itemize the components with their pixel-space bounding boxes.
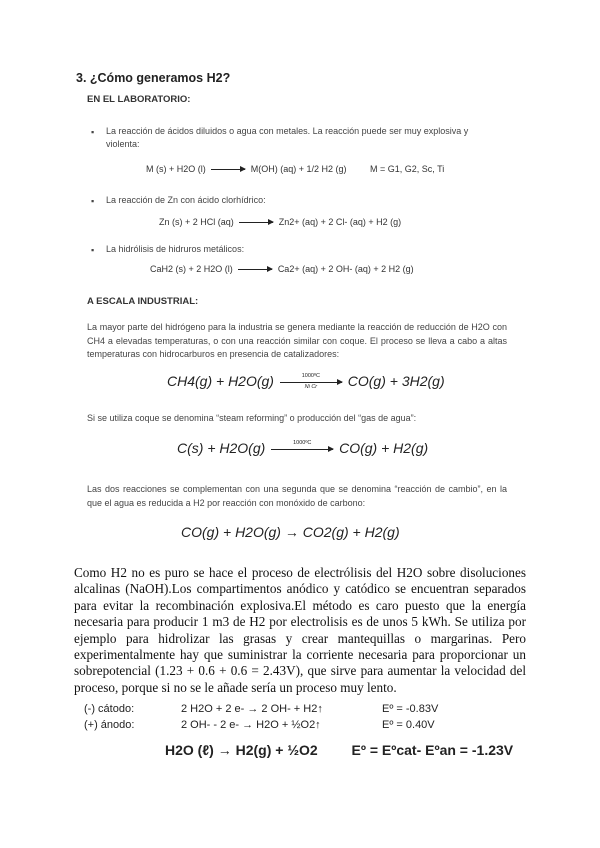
- anode-potential: Eº = 0.40V: [382, 719, 435, 731]
- equation-left: Zn (s) + 2 HCl (aq): [159, 217, 234, 227]
- bullet-icon: ▪: [91, 196, 95, 206]
- equation-right: CO(g) + H2(g): [339, 440, 429, 456]
- lab-item-text: La hidrólisis de hidruros metálicos:: [106, 244, 245, 254]
- shift-equation: CO(g) + H2O(g) → CO2(g) + H2(g): [181, 524, 400, 540]
- cathode-equation: 2 H2O + 2 e- → 2 OH- + H2↑: [181, 703, 323, 715]
- condition-temperature: 1000ºC: [293, 439, 312, 446]
- metal-note: M = G1, G2, Sc, Ti: [370, 164, 445, 174]
- reaction-arrow-icon: [211, 169, 245, 170]
- reaction-arrow-icon: [271, 449, 333, 450]
- condition-arrow: [280, 372, 342, 390]
- reaction-arrow-icon: [238, 269, 272, 270]
- equation-left: CH4(g) + H2O(g): [167, 373, 274, 389]
- section-heading: 3. ¿Cómo generamos H2?: [76, 71, 231, 85]
- equation-right: CO(g) + 3H2(g): [347, 373, 445, 389]
- reaction-arrow-icon: [239, 222, 273, 223]
- equation-right: Ca2+ (aq) + 2 OH- (aq) + 2 H2 (g): [277, 264, 414, 274]
- condition-temperature: 1000ºC: [301, 372, 320, 379]
- condition-catalyst: Ni Cr: [304, 383, 318, 390]
- overall-equation: [165, 742, 513, 758]
- lab-section-title: EN EL LABORATORIO:: [87, 94, 191, 105]
- lab-equation: [146, 164, 347, 174]
- lab-equation: [150, 264, 414, 274]
- condition-arrow: [271, 439, 333, 450]
- methane-equation: [167, 373, 445, 389]
- cathode-potential: Eº = -0.83V: [382, 703, 439, 715]
- equation-right: M(OH) (aq) + 1/2 H2 (g): [250, 164, 347, 174]
- equation-right: Zn2+ (aq) + 2 Cl- (aq) + H2 (g): [278, 217, 402, 227]
- coke-equation: [177, 440, 428, 456]
- lab-equation: [159, 217, 401, 227]
- industrial-paragraph: Si se utiliza coque se denomina “steam reforming” o producción del “gas de agua”:: [87, 413, 417, 423]
- anode-equation: 2 OH- - 2 e- → H2O + ½O2↑: [181, 719, 321, 731]
- anode-label: (+) ánodo:: [84, 719, 135, 731]
- overall-potential: Eº = Eºcat- Eºan = -1.23V: [351, 742, 514, 758]
- bullet-icon: ▪: [91, 127, 95, 137]
- lab-item-text: La reacción de Zn con ácido clorhídrico:: [106, 195, 266, 205]
- overall-reaction: H2O (ℓ) → H2(g) + ½O2: [165, 742, 318, 758]
- industrial-paragraph: Las dos reacciones se complementan con una segunda que se denomina “reacción de cambio”, en la que el agua es reducida a H2 por reacción con monóxido de carbono:: [87, 484, 507, 508]
- bullet-icon: ▪: [91, 245, 95, 255]
- lab-item-text: La reacción de ácidos diluidos o agua con metales. La reacción puede ser muy explosiva y violenta:: [106, 126, 469, 149]
- electrolysis-paragraph: Como H2 no es puro se hace el proceso de electrólisis del H2O sobre disoluciones alcalinas (NaOH).Los compartimentos anódico y catódico se encuentran separados para evitar la recombinación explosiva.El método es caro puesto que la energía necesaria para producir 1 m3 de H2 por electrolisis es de unos 5 kWh. Se utiliza por ejemplo para hidrolizar las grasas y crear mantequillas o margarinas. Pero experimentalmente hay que suministrar la corriente necesaria para proporcionar un sobrepotencial (1.23 + 0.6 + 0.6 = 2.43V), que sirve para aumentar la velocidad del proceso, porque si no se le añade sería un proceso muy lento.: [74, 565, 526, 695]
- industrial-section-title: A ESCALA INDUSTRIAL:: [87, 296, 199, 307]
- cathode-label: (-) cátodo:: [84, 703, 135, 715]
- equation-left: CaH2 (s) + 2 H2O (l): [150, 264, 233, 274]
- equation-left: M (s) + H2O (l): [146, 164, 206, 174]
- equation-left: C(s) + H2O(g): [177, 440, 266, 456]
- reaction-arrow-icon: [280, 382, 342, 383]
- industrial-paragraph: La mayor parte del hidrógeno para la industria se genera mediante la reacción de reducción de H2O con CH4 a elevadas temperaturas, o con una reacción similar con coque. El proceso se lleva a cabo a altas temperaturas con hidrocarburos en presencia de catalizadores:: [87, 322, 507, 359]
